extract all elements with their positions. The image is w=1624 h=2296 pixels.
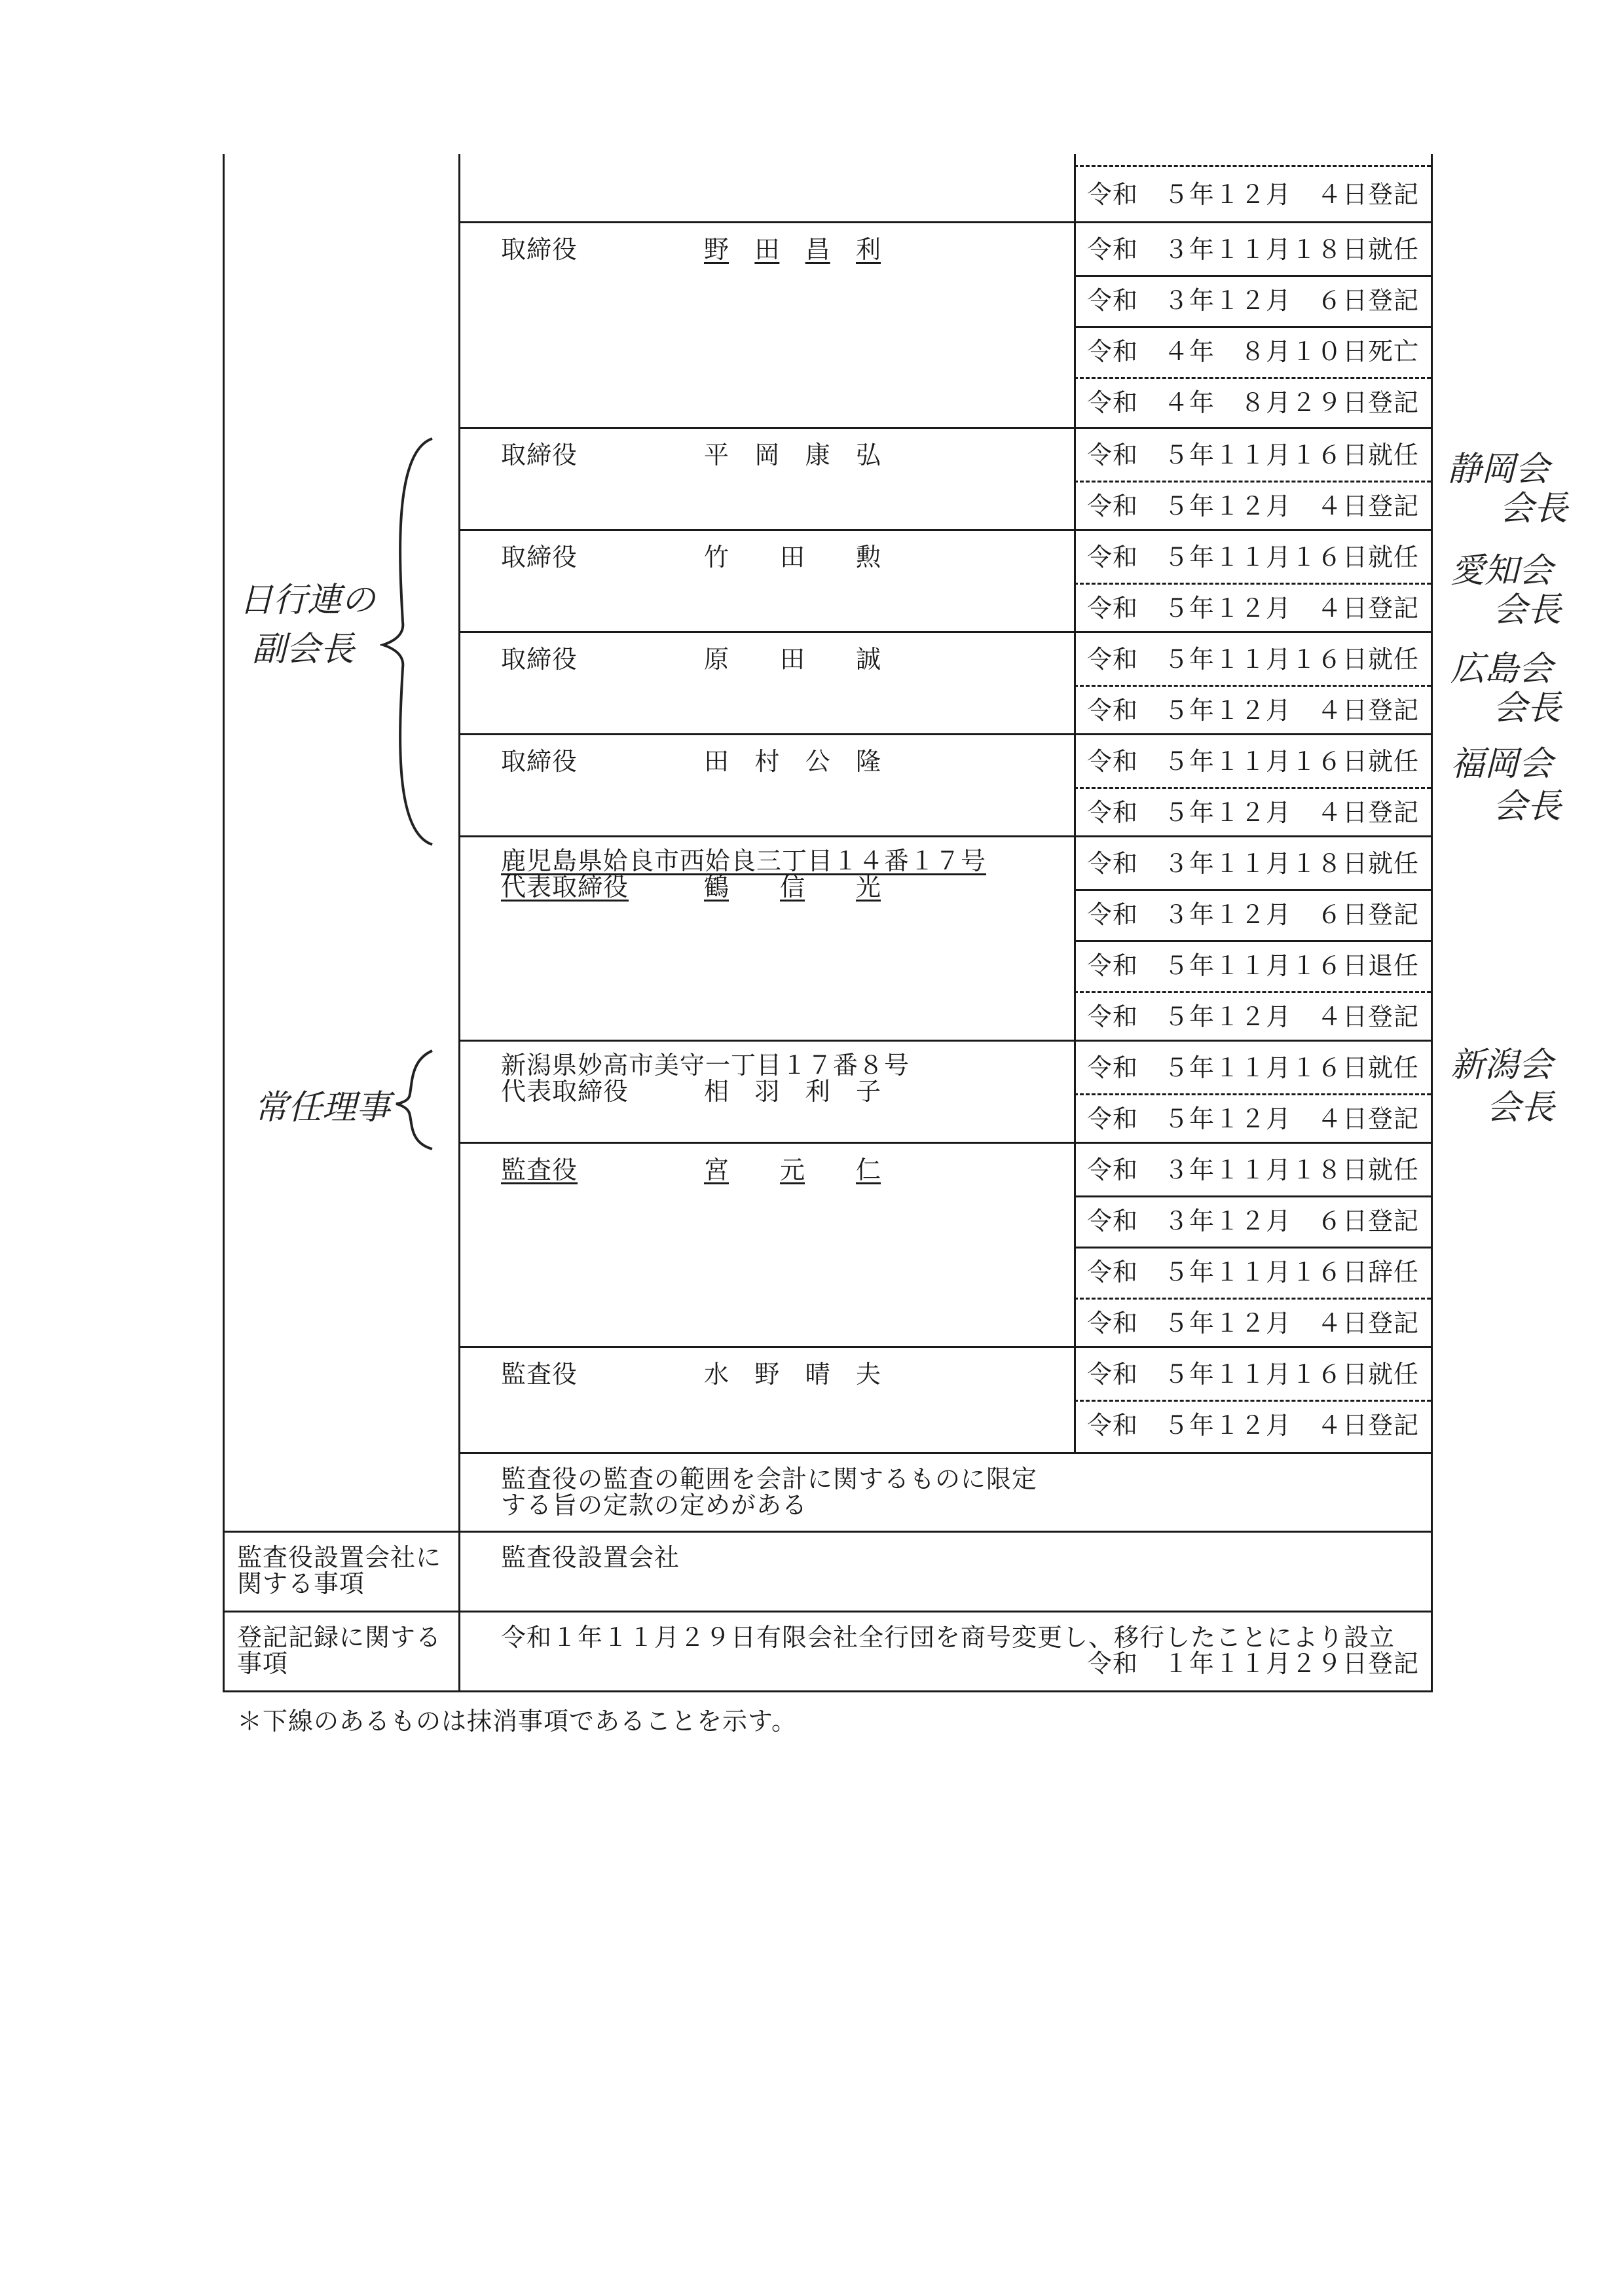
row-divider	[458, 835, 1433, 837]
officer-title: 取締役	[501, 543, 578, 572]
date-entry: 令和 ５年１１月１６日退任	[1087, 951, 1420, 980]
section-divider	[223, 1531, 1433, 1533]
officer-name: 原 田 誠	[704, 645, 881, 674]
handwritten-note-right-1b: 会長	[1500, 489, 1568, 528]
row-divider	[458, 1142, 1433, 1144]
row-separator	[1074, 685, 1431, 687]
officer-title: 取締役	[501, 645, 578, 674]
section-label-kansayaku-line2: 関する事項	[237, 1569, 365, 1598]
date-divider	[1074, 1195, 1431, 1197]
handwritten-brace-left-2	[393, 1048, 439, 1152]
handwritten-note-right-3b: 会長	[1493, 689, 1562, 728]
table-left-border	[223, 154, 225, 1692]
date-entry: 令和 ５年１２月 ４日登記	[1087, 492, 1420, 520]
officer-name-struck: 宮 元 仁	[704, 1156, 881, 1184]
officer-title: 代表取締役	[501, 1077, 629, 1106]
audit-scope-note-line1: 監査役の監査の範囲を会計に関するものに限定	[501, 1465, 1038, 1493]
date-divider	[1074, 326, 1431, 328]
date-column-border	[1074, 154, 1076, 1453]
officer-name: 平 岡 康 弘	[704, 441, 881, 469]
handwritten-note-right-2b: 会長	[1493, 591, 1562, 630]
officer-title-struck: 代表取締役	[501, 873, 629, 902]
row-separator	[1074, 787, 1431, 789]
date-divider	[1074, 889, 1431, 891]
date-entry: 令和 ３年１２月 ６日登記	[1087, 900, 1420, 929]
officer-title-struck: 監査役	[501, 1156, 578, 1184]
handwritten-note-right-3a: 広島会	[1450, 649, 1553, 689]
row-divider	[458, 1040, 1433, 1042]
date-divider	[1074, 1247, 1431, 1248]
row-divider	[458, 1346, 1433, 1348]
date-entry: 令和 ５年１１月１６日就任	[1087, 1360, 1420, 1389]
date-entry: 令和 ５年１２月 ４日登記	[1087, 594, 1420, 623]
date-entry: 令和 ５年１２月 ４日登記	[1087, 1309, 1420, 1338]
table-inner-left-border	[458, 154, 460, 1692]
row-separator	[1074, 165, 1431, 167]
date-entry: 令和 ５年１１月１６日就任	[1087, 1053, 1420, 1082]
row-separator	[1074, 481, 1431, 483]
date-entry: 令和 ５年１２月 ４日登記	[1087, 1104, 1420, 1133]
row-divider	[458, 1452, 1433, 1454]
date-entry: 令和 ３年１１月１８日就任	[1087, 849, 1420, 878]
row-separator	[1074, 991, 1431, 993]
handwritten-note-right-5b: 会長	[1486, 1088, 1555, 1127]
date-entry: 令和 ５年１２月 ４日登記	[1087, 798, 1420, 827]
officer-name: 田 村 公 隆	[704, 747, 881, 776]
row-separator	[1074, 377, 1431, 379]
officer-title: 取締役	[501, 235, 578, 264]
footnote: ＊下線のあるものは抹消事項であることを示す。	[237, 1707, 797, 1736]
date-entry: 令和 ５年１１月１６日辞任	[1087, 1258, 1420, 1286]
section-divider	[223, 1611, 1433, 1613]
section-label-registration-line2: 事項	[237, 1649, 289, 1678]
date-entry: 令和 ３年１２月 ６日登記	[1087, 1207, 1420, 1235]
handwritten-note-standing-director: 常任理事	[254, 1088, 391, 1127]
date-entry: 令和 ４年 ８月１０日死亡	[1087, 337, 1420, 366]
row-separator	[1074, 1400, 1431, 1402]
date-entry: 令和 ３年１１月１８日就任	[1087, 235, 1420, 264]
officer-name-struck: 野 田 昌 利	[704, 235, 881, 264]
officer-address: 新潟県妙高市美守一丁目１７番８号	[501, 1051, 910, 1080]
handwritten-note-right-4b: 会長	[1493, 787, 1562, 826]
date-entry: 令和 ５年１１月１６日就任	[1087, 543, 1420, 572]
officer-title: 取締役	[501, 747, 578, 776]
table-bottom-border	[223, 1690, 1433, 1692]
handwritten-note-vice-chair-line1: 日行連の	[239, 581, 376, 620]
row-divider	[458, 631, 1433, 633]
date-divider	[1074, 275, 1431, 277]
officer-name: 竹 田 勲	[704, 543, 881, 572]
section-value-kansayaku: 監査役設置会社	[501, 1543, 680, 1572]
handwritten-note-right-1a: 静岡会	[1447, 450, 1550, 489]
date-entry: 令和 ３年１２月 ６日登記	[1087, 286, 1420, 315]
officer-name: 相 羽 利 子	[704, 1077, 881, 1106]
handwritten-note-right-4a: 福岡会	[1450, 744, 1553, 784]
officer-name-struck: 鶴 信 光	[704, 873, 881, 902]
date-entry: 令和 ５年１２月 ４日登記	[1087, 696, 1420, 725]
date-entry: 令和 ５年１２月 ４日登記	[1087, 1411, 1420, 1440]
handwritten-brace-left	[380, 432, 439, 851]
date-entry: 令和 ５年１１月１６日就任	[1087, 645, 1420, 674]
row-divider	[458, 427, 1433, 429]
handwritten-note-right-5a: 新潟会	[1450, 1046, 1553, 1085]
section-label-kansayaku-line1: 監査役設置会社に	[237, 1543, 442, 1572]
handwritten-note-right-2a: 愛知会	[1450, 551, 1553, 591]
row-divider	[458, 733, 1433, 735]
date-entry: 令和 ４年 ８月２９日登記	[1087, 388, 1420, 417]
table-right-border	[1431, 154, 1433, 1692]
row-divider	[458, 221, 1433, 223]
section-label-registration-line1: 登記記録に関する	[237, 1623, 442, 1652]
row-separator	[1074, 1093, 1431, 1095]
audit-scope-note-line2: する旨の定款の定めがある	[501, 1491, 808, 1520]
section-value-registration: 令和１年１１月２９日有限会社全行団を商号変更し、移行したことにより設立	[501, 1623, 1395, 1652]
date-entry: 令和 ５年１１月１６日就任	[1087, 747, 1420, 776]
officer-title: 取締役	[501, 441, 578, 469]
date-entry: 令和 ５年１２月 ４日登記	[1087, 180, 1420, 209]
officer-title: 監査役	[501, 1360, 578, 1389]
date-entry: 令和 ５年１１月１６日就任	[1087, 441, 1420, 469]
row-separator	[1074, 1298, 1431, 1300]
officer-address-struck: 鹿児島県姶良市西姶良三丁目１４番１７号	[501, 847, 987, 875]
date-entry: 令和 ５年１２月 ４日登記	[1087, 1002, 1420, 1031]
handwritten-note-vice-chair-line2: 副会長	[252, 630, 355, 669]
row-divider	[458, 529, 1433, 531]
section-date-registration: 令和 １年１１月２９日登記	[1087, 1649, 1420, 1678]
date-entry: 令和 ３年１１月１８日就任	[1087, 1156, 1420, 1184]
date-divider	[1074, 940, 1431, 942]
row-separator	[1074, 583, 1431, 585]
officer-name: 水 野 晴 夫	[704, 1360, 881, 1389]
